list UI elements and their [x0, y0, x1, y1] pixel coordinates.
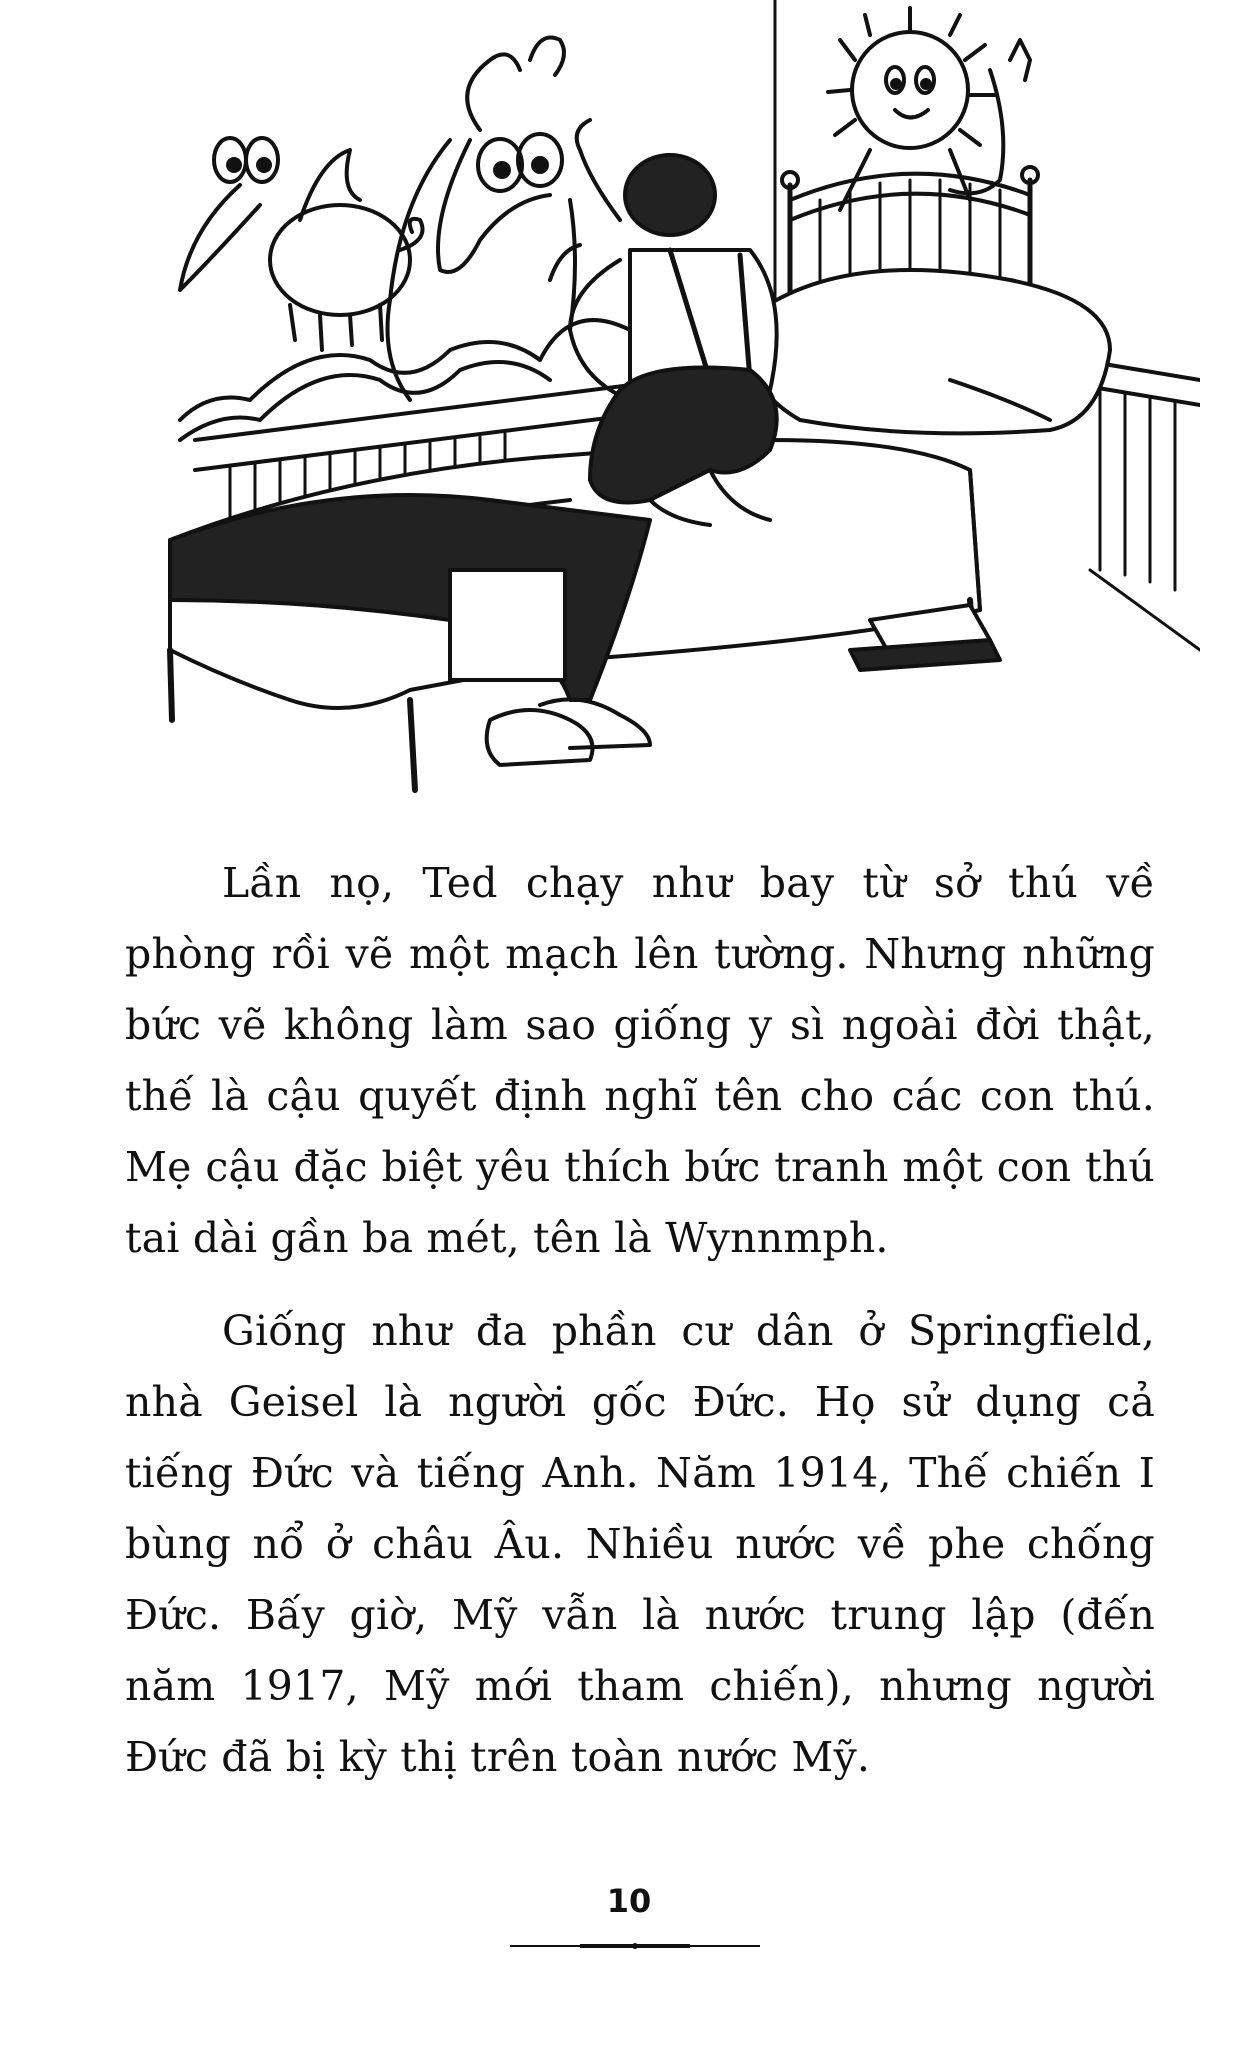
decorative-rule-icon — [510, 1938, 760, 1952]
paragraph-1-text: Lần nọ, Ted chạy như bay từ sở thú về phòng rồi vẽ một mạch lên tường. Nhưng những bức vẽ không làm sao giống y sì ngoài đời thật, thế là cậu quyết định nghĩ tên cho các con thú. Mẹ cậu đặc biệt yêu thích bức tranh một con thú tai dài gần ba mét, tên là Wynnmph. — [125, 859, 1155, 1262]
boy-drawing-creatures-illustration — [150, 0, 1200, 830]
paragraph-2 — [125, 1296, 1155, 1793]
paragraph-2-text: Giống như đa phần cư dân ở Springfield, nhà Geisel là người gốc Đức. Họ sử dụng cả tiếng Đức và tiếng Anh. Năm 1914, Thế chiến I bùng nổ ở châu Âu. Nhiều nước về phe chống Đức. Bấy giờ, Mỹ vẫn là nước trung lập (đến năm 1917, Mỹ mới tham chiến), nhưng người Đức đã bị kỳ thị trên toàn nước Mỹ. — [125, 1307, 1155, 1781]
paragraph-1 — [125, 848, 1155, 1274]
page-number: 10 — [606, 1882, 652, 1920]
